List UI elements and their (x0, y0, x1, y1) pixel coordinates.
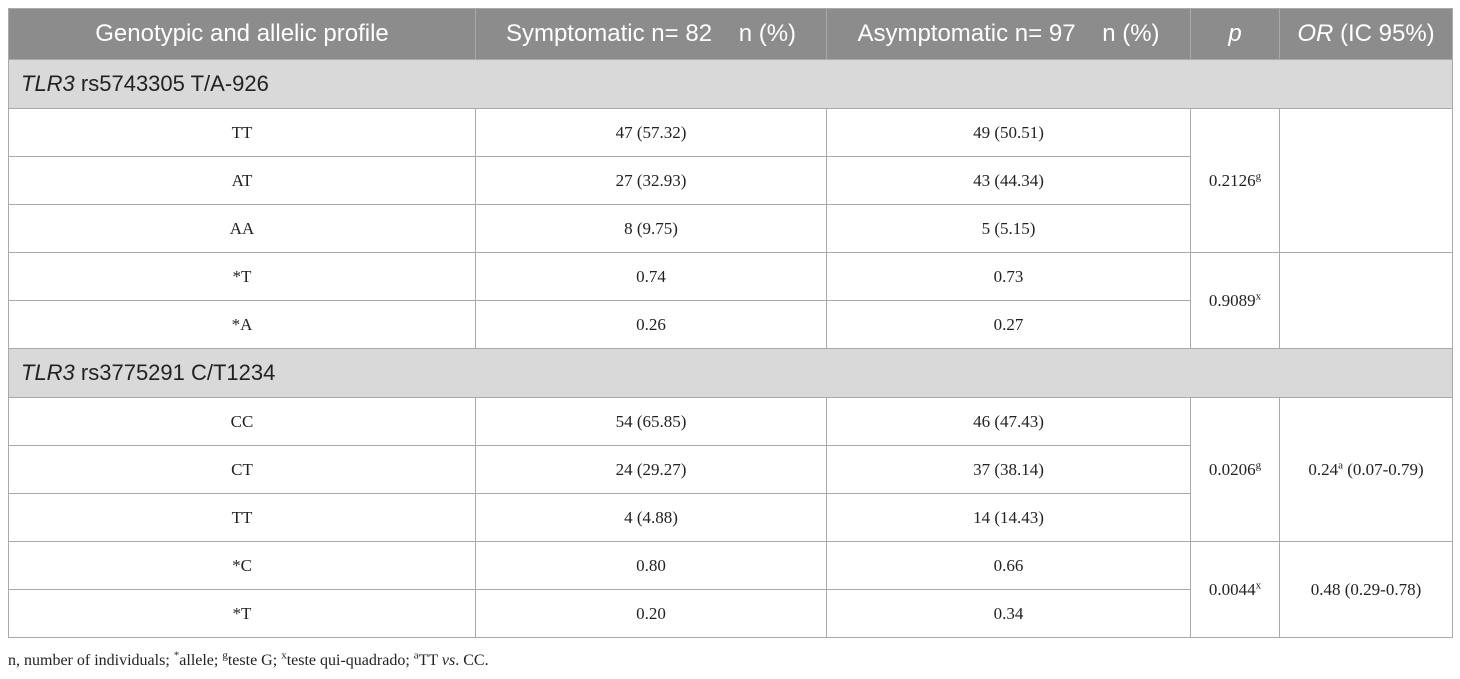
symptomatic-cell: 8 (9.75) (476, 205, 827, 253)
p-test-mark: x (1255, 578, 1262, 591)
header-row (9, 9, 1453, 60)
header-p-label: p (1228, 20, 1242, 47)
odds-ratio-cell (1280, 253, 1453, 349)
odds-ratio-cell (1280, 398, 1453, 542)
header-p-value (1191, 9, 1280, 60)
symptomatic-cell: 24 (29.27) (476, 446, 827, 494)
variant-name: rs5743305 T/A-926 (74, 71, 269, 96)
section-title (9, 60, 1453, 109)
section-row (9, 60, 1453, 109)
profile-cell: CC (9, 398, 476, 446)
header-odds-ratio (1280, 9, 1453, 60)
profile-cell: *T (9, 253, 476, 301)
gene-name: TLR3 (21, 71, 75, 96)
symptomatic-cell: 27 (32.93) (476, 157, 827, 205)
p-test-mark: g (1255, 458, 1262, 471)
footnote-g-mark: g (222, 649, 228, 662)
footnote-star: * (173, 649, 180, 662)
footnote-cc: . CC. (455, 652, 489, 669)
asymptomatic-cell: 0.34 (827, 590, 1191, 638)
asymptomatic-cell: 0.66 (827, 542, 1191, 590)
p-value: 0.0206 (1208, 459, 1256, 479)
p-value: 0.9089 (1208, 290, 1256, 310)
odds-ratio-cell: 0.48 (0.29-0.78) (1280, 542, 1453, 638)
asymptomatic-cell: 14 (14.43) (827, 494, 1191, 542)
p-value: 0.0044 (1208, 579, 1256, 599)
profile-cell: *T (9, 590, 476, 638)
odds-ratio-value: 0.24 (1308, 459, 1339, 479)
profile-cell: TT (9, 494, 476, 542)
footnote-tt: TT (418, 652, 442, 669)
table-row (9, 109, 1453, 157)
symptomatic-cell: 54 (65.85) (476, 398, 827, 446)
p-value-cell (1191, 542, 1280, 638)
footnote-vs: vs (441, 652, 456, 669)
asymptomatic-cell: 46 (47.43) (827, 398, 1191, 446)
table-row (9, 398, 1453, 446)
footnote-allele: allele; (179, 652, 223, 669)
symptomatic-cell: 0.80 (476, 542, 827, 590)
p-test-mark: x (1255, 289, 1262, 302)
odds-ratio-mark: a (1338, 458, 1343, 471)
p-value-cell (1191, 109, 1280, 253)
header-or-label: OR (1297, 20, 1334, 47)
footnote-x-test: teste qui-quadrado; (286, 652, 414, 669)
symptomatic-cell: 0.20 (476, 590, 827, 638)
header-symptomatic: Symptomatic n= 82 n (%) (476, 9, 827, 60)
symptomatic-cell: 0.26 (476, 301, 827, 349)
table-footnote (8, 649, 489, 670)
p-test-mark: g (1255, 169, 1262, 182)
asymptomatic-cell: 49 (50.51) (827, 109, 1191, 157)
symptomatic-cell: 0.74 (476, 253, 827, 301)
profile-cell: AT (9, 157, 476, 205)
symptomatic-cell: 47 (57.32) (476, 109, 827, 157)
symptomatic-cell: 4 (4.88) (476, 494, 827, 542)
profile-cell: CT (9, 446, 476, 494)
profile-cell: *A (9, 301, 476, 349)
section-row (9, 349, 1453, 398)
p-value: 0.2126 (1208, 170, 1256, 190)
table-row (9, 253, 1453, 301)
asymptomatic-cell: 0.73 (827, 253, 1191, 301)
section-title (9, 349, 1453, 398)
p-value-cell (1191, 398, 1280, 542)
profile-cell: *C (9, 542, 476, 590)
asymptomatic-cell: 37 (38.14) (827, 446, 1191, 494)
genotype-table (8, 8, 1453, 638)
asymptomatic-cell: 0.27 (827, 301, 1191, 349)
odds-ratio-ci: (0.07-0.79) (1342, 459, 1424, 479)
footnote-n: n, number of individuals; (8, 652, 174, 669)
footnote-x-mark: x (281, 649, 287, 662)
asymptomatic-cell: 43 (44.34) (827, 157, 1191, 205)
header-profile: Genotypic and allelic profile (9, 9, 476, 60)
header-asymptomatic: Asymptomatic n= 97 n (%) (827, 9, 1191, 60)
footnote-a-mark: a (413, 649, 419, 662)
gene-name: TLR3 (21, 360, 75, 385)
profile-cell: TT (9, 109, 476, 157)
asymptomatic-cell: 5 (5.15) (827, 205, 1191, 253)
table-row (9, 542, 1453, 590)
footnote-g-test: teste G; (227, 652, 282, 669)
header-or-ci: (IC 95%) (1333, 20, 1435, 47)
odds-ratio-cell (1280, 109, 1453, 253)
variant-name: rs3775291 C/T1234 (74, 360, 276, 385)
profile-cell: AA (9, 205, 476, 253)
p-value-cell (1191, 253, 1280, 349)
